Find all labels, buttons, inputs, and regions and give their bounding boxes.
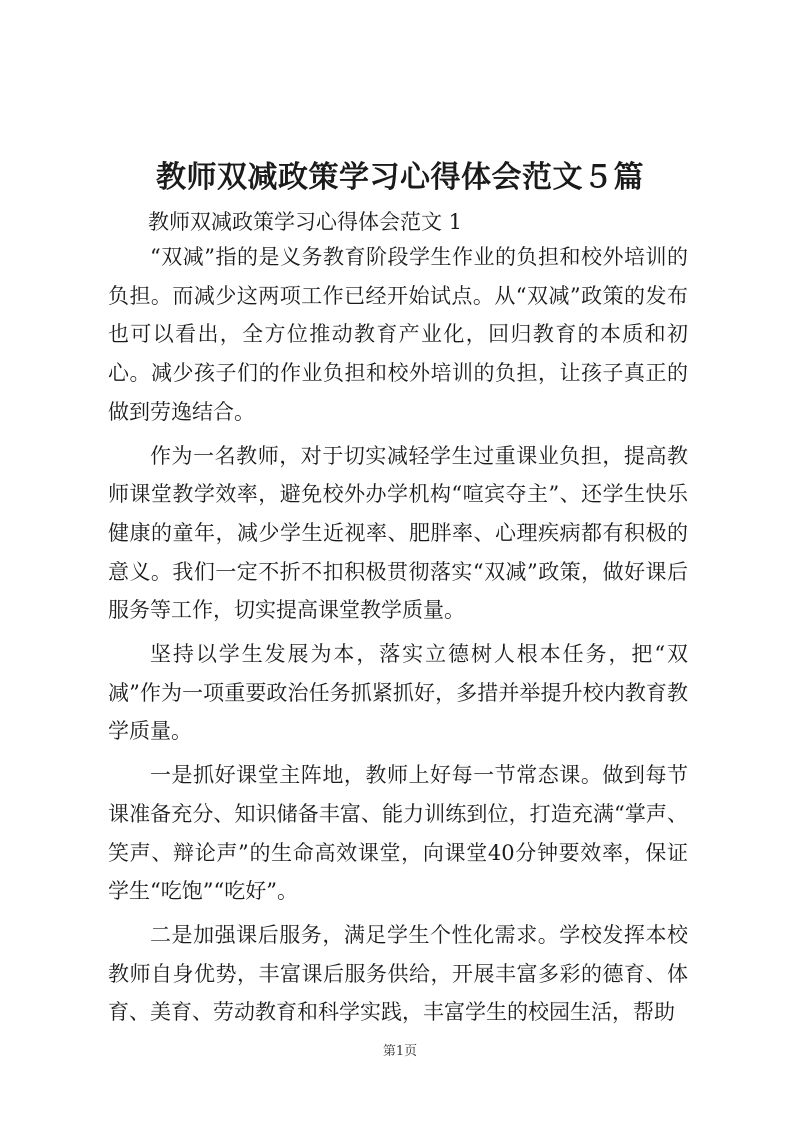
page-number: 第1页 — [382, 1044, 418, 1059]
document-subtitle: 教师双减政策学习心得体会范文 1 — [148, 210, 463, 234]
document-title: 教师双减政策学习心得体会范文５篇 — [156, 160, 644, 195]
paragraph: 一是抓好课堂主阵地，教师上好每一节常态课。做到每节课准备充分、知识储备丰富、能力训练到位，打造充满“掌声、笑声、辩论声”的生命高效课堂，向课堂40分钟要效率，保证学生“吃饱”“吃好”。 — [108, 763, 688, 904]
paragraph: 二是加强课后服务，满足学生个性化需求。学校发挥本校教师自身优势，丰富课后服务供给，开展丰富多彩的德育、体育、美育、劳动教育和科学实践，丰富学生的校园生活，帮助 — [108, 922, 688, 1025]
paragraph: 作为一名教师，对于切实减轻学生过重课业负担，提高教师课堂教学效率，避免校外办学机构“喧宾夺主”、还学生快乐健康的童年，减少学生近视率、肥胖率、心理疾病都有积极的意义。我们一定不折不扣积极贯彻落实“双减”政策，做好课后服务等工作，切实提高课堂教学质量。 — [108, 443, 688, 623]
paragraph: 坚持以学生发展为本，落实立德树人根本任务，把“双减”作为一项重要政治任务抓紧抓好，多措并举提升校内教育教学质量。 — [108, 642, 688, 744]
document-body — [108, 238, 688, 1037]
paragraph: “双减”指的是义务教育阶段学生作业的负担和校外培训的负担。而减少这两项工作已经开始试点。从“双减”政策的发布也可以看出，全方位推动教育产业化，回归教育的本质和初心。减少孩子们的作业负担和校外培训的负担，让孩子真正的做到劳逸结合。 — [108, 245, 688, 424]
